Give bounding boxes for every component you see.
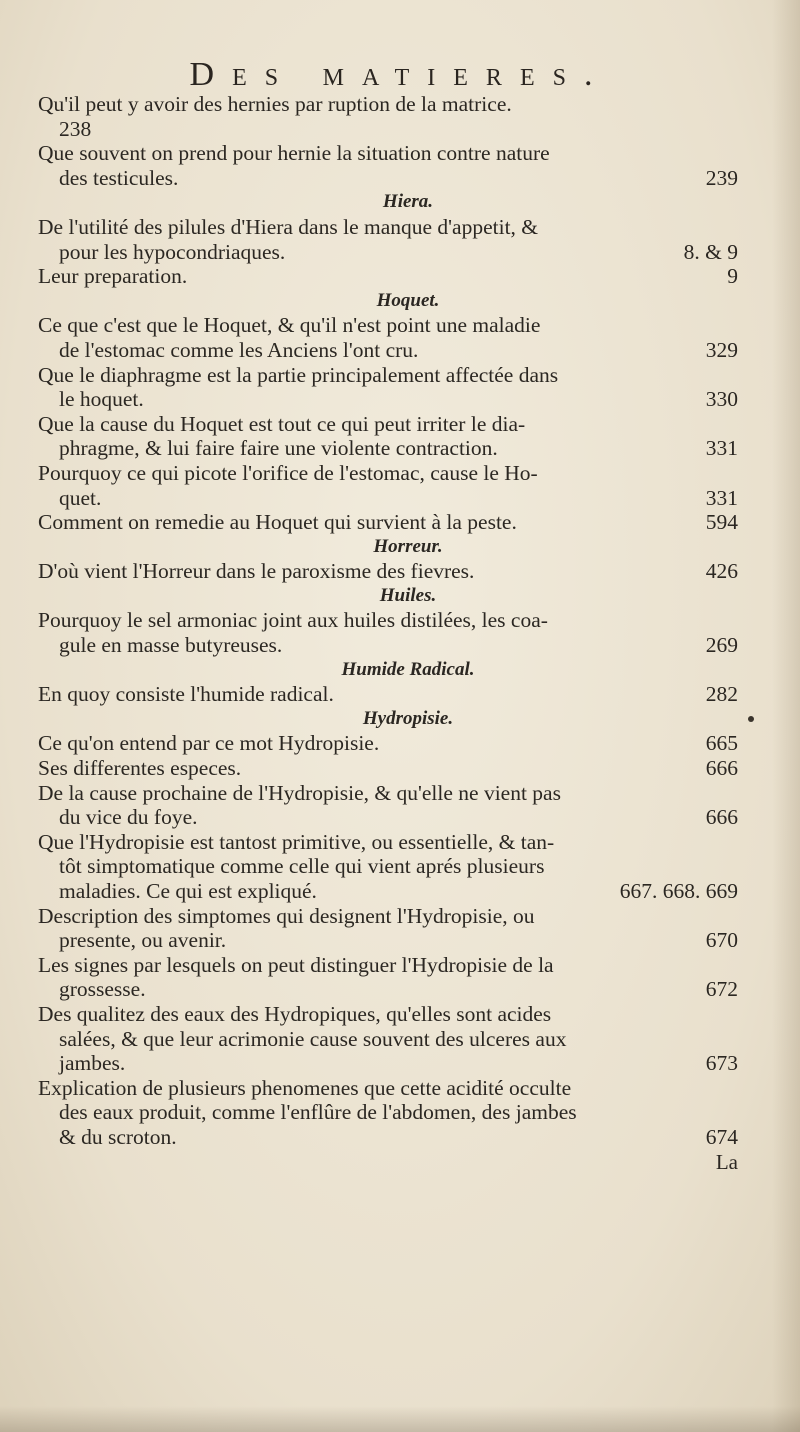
index-entry-text: Qu'il peut y avoir des hernies par ruption de la matrice. bbox=[38, 92, 512, 116]
index-entry-text: Que l'Hydropisie est tantost primitive, ou essentielle, & tan- bbox=[38, 829, 555, 854]
index-page-number: 670 bbox=[705, 928, 738, 953]
index-page-number: 665 bbox=[705, 731, 738, 756]
index-entry bbox=[38, 756, 738, 781]
index-entry bbox=[38, 461, 738, 510]
index-entry bbox=[38, 953, 738, 1002]
index-entry bbox=[38, 1076, 738, 1150]
index-entry-text: Description des simptomes qui designent l'Hydropisie, ou bbox=[38, 903, 535, 928]
index-entry-text: D'où vient l'Horreur dans le paroxisme des fievres. bbox=[38, 559, 475, 584]
index-entry-text: jambes. bbox=[59, 1051, 126, 1076]
index-entry bbox=[38, 313, 738, 362]
index-entry bbox=[38, 264, 738, 289]
margin-ink-dot bbox=[748, 716, 754, 722]
index-entry bbox=[38, 608, 738, 657]
index-page-number: 673 bbox=[705, 1051, 738, 1076]
index-entry-text: Ses differentes especes. bbox=[38, 756, 242, 781]
index-page-number: 331 bbox=[705, 436, 738, 461]
index-entry-text: Pourquoy le sel armoniac joint aux huiles distilées, les coa- bbox=[38, 608, 548, 633]
index-entry-text: quet. bbox=[59, 485, 102, 510]
index-entry bbox=[38, 510, 738, 535]
index-page-number: 239 bbox=[705, 165, 738, 190]
index-entry-text: grossesse. bbox=[59, 977, 146, 1002]
index-page-number: 238 bbox=[59, 116, 92, 141]
index-entry bbox=[38, 731, 738, 756]
index-entry-text: & du scroton. bbox=[59, 1124, 177, 1149]
index-heading: Humide Radical. bbox=[341, 658, 475, 680]
index-entry-text: phragme, & lui faire faire une violente contraction. bbox=[59, 436, 498, 461]
index-entry bbox=[38, 682, 738, 707]
index-entry-text: De la cause prochaine de l'Hydropisie, & qu'elle ne vient pas bbox=[38, 780, 561, 805]
index-entry-text: Ce qu'on entend par ce mot Hydropisie. bbox=[38, 731, 380, 756]
index-page-number: 8. & 9 bbox=[683, 239, 738, 264]
index-page-number: 594 bbox=[705, 510, 738, 535]
index-entry-text: de l'estomac comme les Anciens l'ont cru. bbox=[59, 337, 419, 362]
running-head: Des matieres. bbox=[189, 56, 611, 93]
index-entry-text: De l'utilité des pilules d'Hiera dans le manque d'appetit, & bbox=[38, 214, 539, 239]
index-page-number: 672 bbox=[705, 977, 738, 1002]
index-entry-text: Explication de plusieurs phenomenes que cette acidité occulte bbox=[38, 1075, 572, 1100]
index-entry-text: des eaux produit, comme l'enflûre de l'abdomen, des jambes bbox=[59, 1100, 577, 1125]
index-column bbox=[38, 92, 738, 1174]
index-entry-text: Que souvent on prend pour hernie la situation contre nature bbox=[38, 141, 550, 166]
index-page-number: 9 bbox=[727, 264, 738, 289]
index-entry-text: des testicules. bbox=[59, 165, 179, 190]
index-entry bbox=[38, 904, 738, 953]
index-heading: Hoquet. bbox=[376, 289, 440, 311]
index-entry-text: du vice du foye. bbox=[59, 805, 198, 830]
index-heading: Huiles. bbox=[379, 584, 437, 606]
page-edge-shadow bbox=[772, 0, 800, 1432]
index-entry-text: gule en masse butyreuses. bbox=[59, 633, 283, 658]
index-entry bbox=[38, 141, 738, 190]
index-entry-text: maladies. Ce qui est expliqué. bbox=[59, 879, 317, 903]
index-entry-text: Comment on remedie au Hoquet qui survient à la peste. bbox=[38, 510, 517, 535]
index-entry-text: Les signes par lesquels on peut distinguer l'Hydropisie de la bbox=[38, 952, 554, 977]
index-entry-text: En quoy consiste l'humide radical. bbox=[38, 682, 334, 707]
index-page-number: 330 bbox=[705, 387, 738, 412]
index-entry bbox=[38, 830, 738, 904]
index-entry-text: tôt simptomatique comme celle qui vient aprés plusieurs bbox=[59, 854, 545, 879]
page-bottom-edge bbox=[0, 1406, 800, 1432]
index-page-number: 282 bbox=[705, 682, 738, 707]
index-heading: Hiera. bbox=[382, 191, 434, 213]
index-entry-text: salées, & que leur acrimonie cause souvent des ulceres aux bbox=[59, 1026, 567, 1051]
index-page-number: 674 bbox=[705, 1124, 738, 1149]
index-entry-text: pour les hypocondriaques. bbox=[59, 239, 286, 264]
index-entry bbox=[38, 363, 738, 412]
index-page-number: 666 bbox=[705, 805, 738, 830]
index-entry-text: Leur preparation. bbox=[38, 264, 188, 289]
index-heading: Horreur. bbox=[373, 535, 443, 557]
index-entry-text: Que la cause du Hoquet est tout ce qui peut irriter le dia- bbox=[38, 411, 526, 436]
index-entry bbox=[38, 92, 738, 141]
index-entry bbox=[38, 559, 738, 584]
catchword: La bbox=[715, 1149, 738, 1174]
index-entry-text: presente, ou avenir. bbox=[59, 928, 227, 953]
index-page-number: 667. 668. 669 bbox=[619, 879, 738, 903]
index-page-number: 269 bbox=[705, 633, 738, 658]
index-page-number: 329 bbox=[705, 337, 738, 362]
index-heading: Hydropisie. bbox=[362, 707, 454, 729]
index-page-number: 331 bbox=[705, 485, 738, 510]
index-entry bbox=[38, 781, 738, 830]
index-entry bbox=[38, 1002, 738, 1076]
index-entry-text: Des qualitez des eaux des Hydropiques, qu'elles sont acides bbox=[38, 1001, 552, 1026]
index-entry bbox=[38, 412, 738, 461]
index-entry-text: Pourquoy ce qui picote l'orifice de l'estomac, cause le Ho- bbox=[38, 460, 538, 485]
index-page-number: 426 bbox=[705, 559, 738, 584]
index-entry-text: Que le diaphragme est la partie principalement affectée dans bbox=[38, 362, 559, 387]
index-entry-text: le hoquet. bbox=[59, 387, 144, 412]
index-entry bbox=[38, 215, 738, 264]
index-page-number: 666 bbox=[705, 756, 738, 781]
index-entry-text: Ce que c'est que le Hoquet, & qu'il n'est point une maladie bbox=[38, 313, 541, 338]
